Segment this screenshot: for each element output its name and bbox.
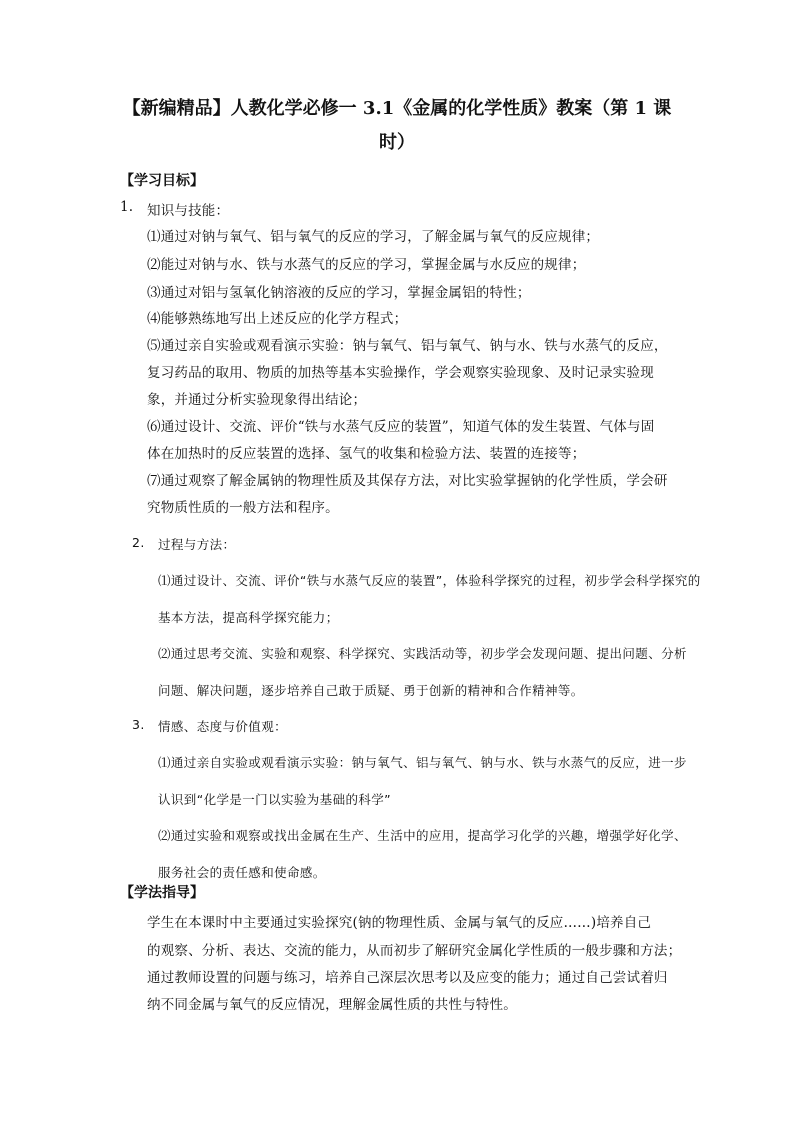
item1-line: 象，并通过分析实验现象得出结论； xyxy=(147,392,367,408)
item2-line: 基本方法，提高科学探究能力； xyxy=(158,610,339,625)
item1-line: ⑵能过对钠与水、铁与水蒸气的反应的学习，掌握金属与水反应的规律； xyxy=(147,257,586,273)
item2-line: 问题、解决问题，逐步培养自己敢于质疑、勇于创新的精神和合作精神等。 xyxy=(158,683,584,698)
item-number-3: 3. xyxy=(132,717,145,732)
item1-line: ⑺通过观察了解金属钠的物理性质及其保存方法，对比实验掌握钠的化学性质，学会研 xyxy=(147,473,668,489)
guidance-line: 的观察、分析、表达、交流的能力，从而初步了解研究金属化学性质的一般步骤和方法； xyxy=(147,943,682,959)
guidance-line: 通过教师设置的问题与练习，培养自己深层次思考以及应变的能力；通过自己尝试着归 xyxy=(147,970,668,986)
item2-line: ⑵通过思考交流、实验和观察、科学探究、实践活动等，初步学会发现问题、提出问题、分析 xyxy=(158,646,687,661)
item2-line: ⑴通过设计、交流、评价“铁与水蒸气反应的装置”，体验科学探究的过程，初步学会科学探究的 xyxy=(158,573,701,588)
title-line-2: 时） xyxy=(379,132,415,153)
guidance-line: 纳不同金属与氧气的反应情况，理解金属性质的共性与特性。 xyxy=(147,997,517,1013)
item1-line: 究物质性质的一般方法和程序。 xyxy=(147,500,339,516)
item1-line: ⑴通过对钠与氧气、铝与氧气的反应的学习，了解金属与氧气的反应规律； xyxy=(147,229,600,245)
document-title xyxy=(100,92,694,160)
item1-line: 体在加热时的反应装置的选择、氢气的收集和检验方法、装置的连接等； xyxy=(147,446,586,462)
item-number-1: 1. xyxy=(120,199,134,215)
item3-line: ⑵通过实验和观察或找出金属在生产、生活中的应用，提高学习化学的兴趣，增强学好化学、 xyxy=(158,828,687,843)
item3-line: ⑴通过亲自实验或观看演示实验：钠与氧气、铝与氧气、钠与水、铁与水蒸气的反应，进一步 xyxy=(158,755,687,770)
section-heading-learning-goals: 【学习目标】 xyxy=(120,173,204,189)
item-label-2: 过程与方法： xyxy=(158,537,236,552)
section-heading-study-guidance: 【学法指导】 xyxy=(120,885,204,901)
item1-line: ⑸通过亲自实验或观看演示实验：钠与氧气、铝与氧气、钠与水、铁与水蒸气的反应， xyxy=(147,338,668,354)
title-line-1: 【新编精品】人教化学必修一 3.1《金属的化学性质》教案（第 1 课 xyxy=(122,98,672,119)
item1-line: ⑷能够熟练地写出上述反应的化学方程式； xyxy=(147,311,408,327)
item-number-2: 2. xyxy=(132,535,145,550)
guidance-line: 学生在本课时中主要通过实验探究(钠的物理性质、金属与氧气的反应……)培养自己 xyxy=(147,915,652,931)
item3-line: 服务社会的责任感和使命感。 xyxy=(158,865,326,880)
item-label-3: 情感、态度与价值观： xyxy=(158,719,288,734)
item3-line: 认识到“化学是一门以实验为基础的科学” xyxy=(158,792,392,807)
item-label-1: 知识与技能： xyxy=(147,203,230,219)
item1-line: ⑹通过设计、交流、评价“铁与水蒸气反应的装置”，知道气体的发生装置、气体与固 xyxy=(147,419,655,435)
item1-line: 复习药品的取用、物质的加热等基本实验操作，学会观察实验现象、及时记录实验现 xyxy=(147,365,654,381)
item1-line: ⑶通过对铝与氢氧化钠溶液的反应的学习，掌握金属铝的特性； xyxy=(147,285,531,301)
